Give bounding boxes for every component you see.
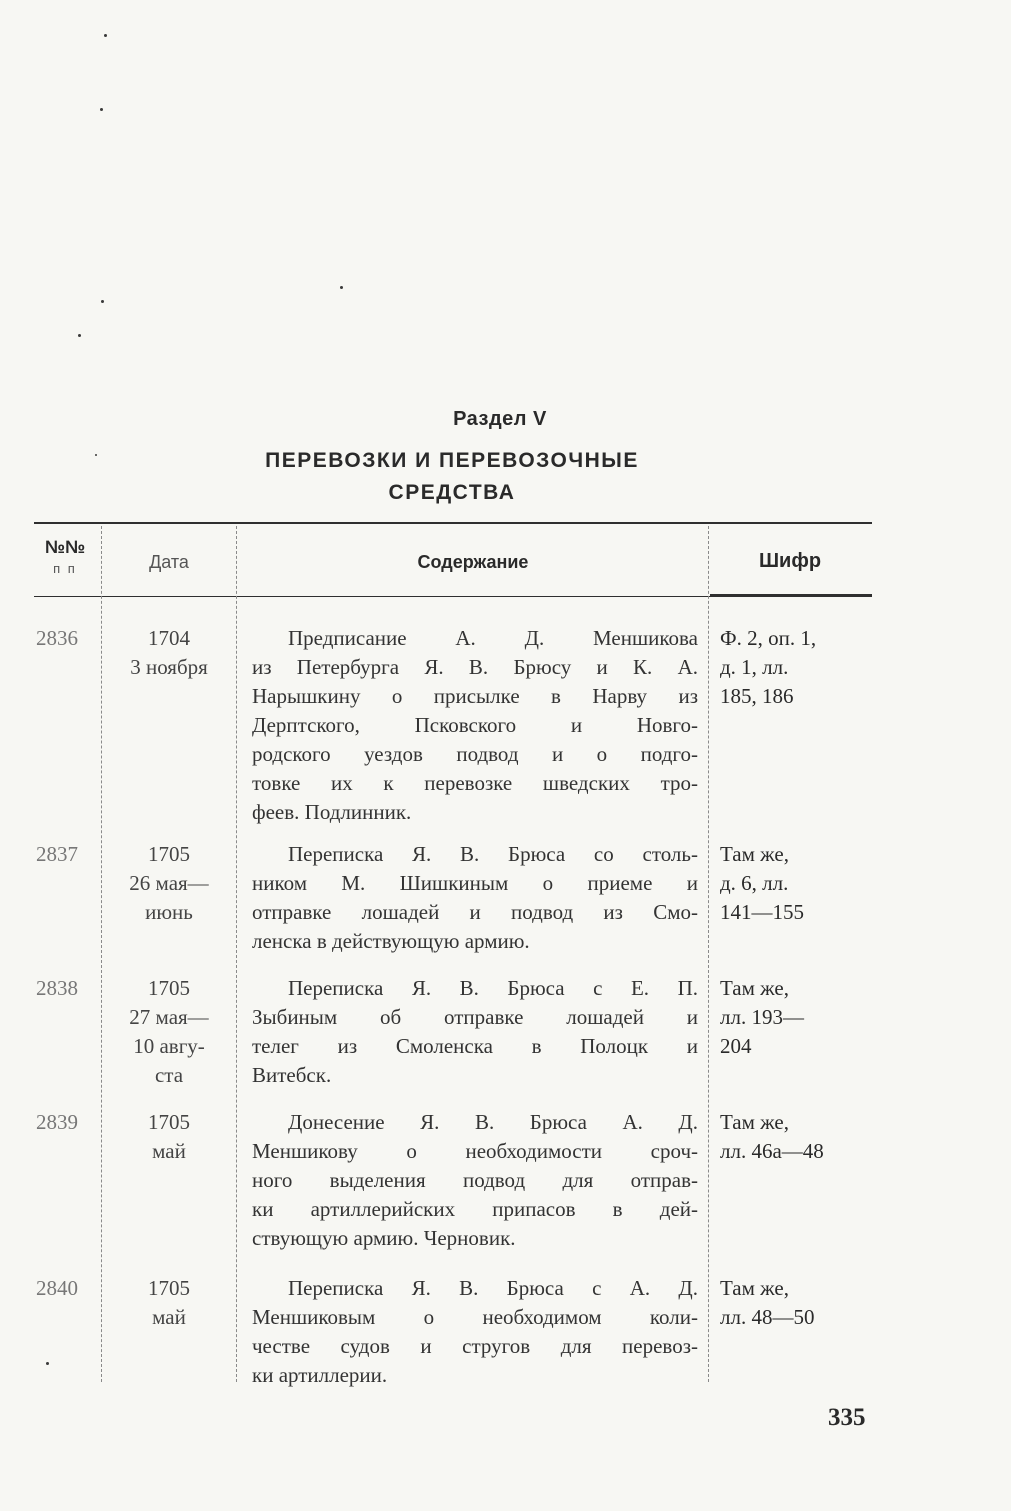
- row-number: 2836: [36, 626, 78, 650]
- column-header-number: [34, 536, 96, 580]
- scan-speck: [104, 34, 107, 37]
- cipher-line: Там же,: [720, 1276, 789, 1300]
- scan-speck: [78, 334, 81, 337]
- date-line: 1705: [148, 842, 190, 866]
- table-top-rule: [34, 522, 872, 524]
- row-content: [252, 1108, 698, 1253]
- content-line: Меншикову о необходимости сроч-: [252, 1139, 698, 1163]
- date-line: май: [152, 1139, 186, 1163]
- content-line: ствующую армию. Черновик.: [252, 1226, 516, 1250]
- date-line: 1704: [148, 626, 190, 650]
- cipher-line: Ф. 2, оп. 1,: [720, 626, 817, 650]
- row-number: 2839: [36, 1110, 78, 1134]
- row-date: [104, 624, 234, 682]
- section-title: [0, 445, 904, 509]
- content-line: Зыбиным об отправке лошадей и: [252, 1005, 698, 1029]
- cipher-line: д. 1, лл.: [720, 655, 789, 679]
- row-cipher: [720, 840, 880, 927]
- header-number-line1: №№: [44, 537, 86, 557]
- date-line: 3 ноября: [130, 655, 208, 679]
- section-label: Раздел V: [453, 408, 547, 430]
- date-line: 1705: [148, 1276, 190, 1300]
- column-header-content: Содержание: [417, 552, 529, 572]
- page-number: 335: [828, 1404, 866, 1431]
- content-line: товке их к перевозке шведских тро-: [252, 771, 698, 795]
- column-header-cipher: Шифр: [758, 550, 822, 572]
- cipher-line: лл. 48—50: [720, 1305, 815, 1329]
- content-line: феев. Подлинник.: [252, 800, 412, 824]
- content-line: честве судов и стругов для перевоз-: [252, 1334, 698, 1358]
- row-content: [252, 1274, 698, 1390]
- column-divider: [708, 526, 709, 1382]
- cipher-line: 204: [720, 1034, 752, 1058]
- cipher-line: 185, 186: [720, 684, 794, 708]
- column-divider: [101, 526, 102, 1382]
- cipher-line: д. 6, лл.: [720, 871, 789, 895]
- content-line: из Петербурга Я. В. Брюсу и К. А.: [252, 655, 698, 679]
- date-line: 1705: [148, 976, 190, 1000]
- row-cipher: [720, 1108, 880, 1166]
- row-number: 2837: [36, 842, 78, 866]
- cipher-line: Там же,: [720, 1110, 789, 1134]
- date-line: 26 мая—: [129, 871, 209, 895]
- row-cipher: [720, 974, 880, 1061]
- content-line: телег из Смоленска в Полоцк и: [252, 1034, 698, 1058]
- content-line: Переписка Я. В. Брюса со столь-: [288, 842, 698, 866]
- content-line: Витебск.: [252, 1063, 332, 1087]
- content-line: Донесение Я. В. Брюса А. Д.: [288, 1110, 698, 1134]
- column-header-date: Дата: [149, 552, 189, 572]
- cipher-line: Там же,: [720, 976, 789, 1000]
- content-line: Переписка Я. В. Брюса с Е. П.: [288, 976, 698, 1000]
- row-date: [104, 1108, 234, 1166]
- date-line: май: [152, 1305, 186, 1329]
- header-number-line2: п п: [53, 561, 77, 576]
- date-line: 27 мая—: [129, 1005, 209, 1029]
- content-line: ки артиллерии.: [252, 1363, 388, 1387]
- cipher-line: лл. 46а—48: [720, 1139, 824, 1163]
- date-line: 1705: [148, 1110, 190, 1134]
- cipher-line: 141—155: [720, 900, 804, 924]
- row-date: [104, 840, 234, 927]
- content-line: отправке лошадей и подвод из Смо-: [252, 900, 698, 924]
- content-line: родского уездов подвод и о подго-: [252, 742, 698, 766]
- section-title-line: СРЕДСТВА: [388, 481, 516, 504]
- row-content: [252, 624, 698, 827]
- content-line: Предписание А. Д. Меншикова: [288, 626, 698, 650]
- scan-speck: [100, 108, 103, 111]
- scan-speck: [46, 1362, 49, 1365]
- column-divider: [236, 526, 237, 1382]
- content-line: ленска в действующую армию.: [252, 929, 530, 953]
- content-line: Дерптского, Псковского и Новго-: [252, 713, 698, 737]
- content-line: ником М. Шишкиным о приеме и: [252, 871, 698, 895]
- date-line: июнь: [145, 900, 193, 924]
- row-date: [104, 974, 234, 1090]
- content-line: Меншиковым о необходимом коли-: [252, 1305, 698, 1329]
- row-number: 2838: [36, 976, 78, 1000]
- scan-speck: [340, 286, 343, 289]
- row-cipher: [720, 624, 880, 711]
- cipher-line: лл. 193—: [720, 1005, 804, 1029]
- row-cipher: [720, 1274, 880, 1332]
- row-date: [104, 1274, 234, 1332]
- row-content: [252, 840, 698, 956]
- row-content: [252, 974, 698, 1090]
- date-line: 10 авгу-: [133, 1034, 205, 1058]
- date-line: ста: [154, 1063, 184, 1087]
- content-line: Переписка Я. В. Брюса с А. Д.: [288, 1276, 698, 1300]
- header-bottom-rule: [34, 596, 710, 597]
- cipher-line: Там же,: [720, 842, 789, 866]
- content-line: ного выделения подвод для отправ-: [252, 1168, 698, 1192]
- content-line: Нарышкину о присылке в Нарву из: [252, 684, 698, 708]
- section-title-line: ПЕРЕВОЗКИ И ПЕРЕВОЗОЧНЫЕ: [265, 449, 639, 472]
- scan-speck: [101, 300, 104, 303]
- row-number: 2840: [36, 1276, 78, 1300]
- header-bottom-rule-cipher: [710, 594, 872, 597]
- content-line: ки артиллерийских припасов в дей-: [252, 1197, 698, 1221]
